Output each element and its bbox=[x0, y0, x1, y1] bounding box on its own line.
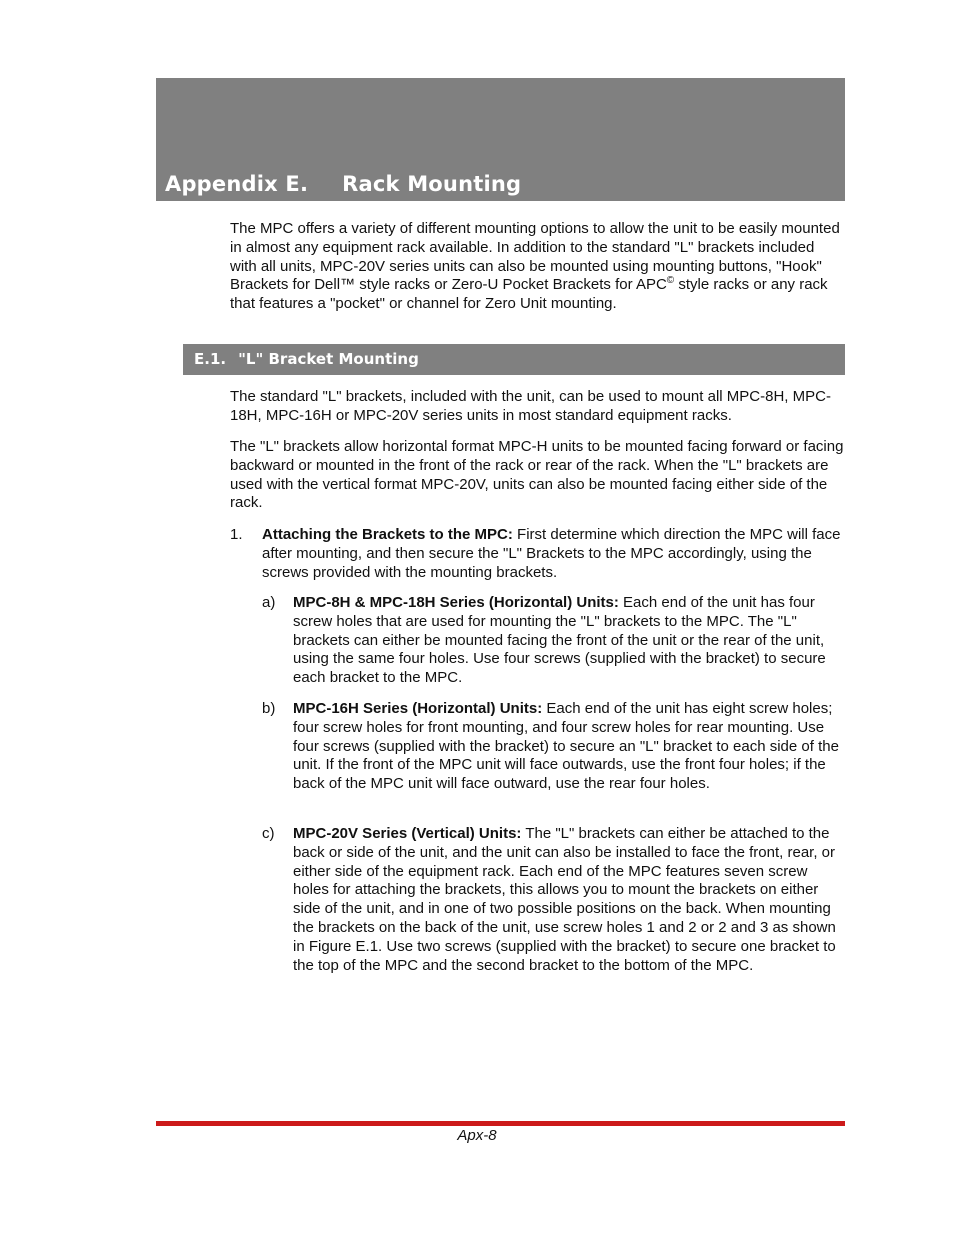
subitem-body bbox=[293, 700, 845, 794]
section-number: E.1. bbox=[194, 350, 227, 368]
step-body bbox=[262, 526, 845, 582]
list-item bbox=[230, 526, 845, 582]
copyright-mark: © bbox=[666, 275, 675, 287]
subitem-body bbox=[293, 825, 845, 975]
subitem-body bbox=[293, 594, 845, 688]
section-heading bbox=[194, 350, 419, 368]
intro-text-end: style racks or any rack that features a "pocket" or channel for Zero Unit mounting. bbox=[230, 276, 828, 313]
appendix-heading bbox=[165, 172, 521, 196]
appendix-banner bbox=[156, 78, 845, 201]
section-paragraph: The "L" brackets allow horizontal format MPC-H units to be mounted facing forward or facing backward or mounted in the front of the rack or rear of the rack. When the "L" brackets are used with the vertical format MPC-20V, units can also be mounted facing either side of the rack. bbox=[230, 438, 844, 512]
subitem-lead: MPC-20V Series (Vertical) Units: bbox=[293, 825, 522, 842]
subitem-text: Each end of the unit has eight screw holes; four screw holes for front mounting, and four screw holes for rear mounting. Use four screws (supplied with the bracket) to secure an "L" bracket to each side of the unit. If the front of the MPC unit will face outwards, use the front four holes; if the back of the MPC unit will face outward, use the rear four holes. bbox=[293, 700, 839, 793]
section-title: "L" Bracket Mounting bbox=[238, 350, 419, 368]
footer-rule bbox=[156, 1121, 845, 1126]
intro-text: The MPC offers a variety of different mounting options to allow the unit to be easily mounted in almost any equipment rack available. In addition to the standard "L" brackets included with all units, MPC-20V series units can also be mounted using mounting buttons, "Hook" Brackets for Dell™ style racks or Zero-U Pocket Brackets for APC bbox=[230, 220, 840, 294]
subitem-text: Each end of the unit has four screw holes that are used for mounting the "L" brackets to the MPC. The "L" brackets can either be mounted facing the front of the unit or the rear of the unit, using the same four holes. Use four screws (supplied with the bracket) to secure each bracket to the MPC. bbox=[293, 594, 826, 687]
subitem-letter: b) bbox=[262, 700, 276, 717]
list-item bbox=[262, 700, 845, 794]
list-item bbox=[262, 825, 845, 975]
appendix-title: Rack Mounting bbox=[342, 172, 522, 196]
subitem-letter: c) bbox=[262, 825, 275, 842]
step-text: First determine which direction the MPC will face after mounting, and then secure the "L" Brackets to the MPC accordingly, using the screws provided with the mounting brackets. bbox=[262, 526, 841, 581]
subitem-letter: a) bbox=[262, 594, 276, 611]
section-heading-bar bbox=[183, 344, 845, 375]
step-number: 1. bbox=[230, 526, 243, 543]
section-paragraph: The standard "L" brackets, included with the unit, can be used to mount all MPC-8H, MPC-18H, MPC-16H or MPC-20V series units in most standard equipment racks. bbox=[230, 388, 831, 424]
intro-paragraph bbox=[230, 220, 845, 314]
page-number: Apx-8 bbox=[457, 1127, 497, 1144]
list-item bbox=[262, 594, 845, 688]
subitem-text: The "L" brackets can either be attached to the back or side of the unit, and the unit can also be installed to face the front, rear, or either side of the equipment rack. Each end of the MPC features seven screw holes for attaching the brackets, this allows you to mount the brackets on either side of the unit, and in one of two possible positions on the back. When mounting the brackets on the back of the unit, use screw holes 1 and 2 or 2 and 3 as shown in Figure E.1. Use two screws (supplied with the bracket) to secure one bracket to the top of the MPC and the second bracket to the bottom of the MPC. bbox=[293, 825, 836, 974]
step-lead: Attaching the Brackets to the MPC: bbox=[262, 526, 513, 543]
subitem-lead: MPC-16H Series (Horizontal) Units: bbox=[293, 700, 543, 717]
subitem-lead: MPC-8H & MPC-18H Series (Horizontal) Units: bbox=[293, 594, 619, 611]
appendix-label: Appendix E. bbox=[165, 172, 309, 196]
